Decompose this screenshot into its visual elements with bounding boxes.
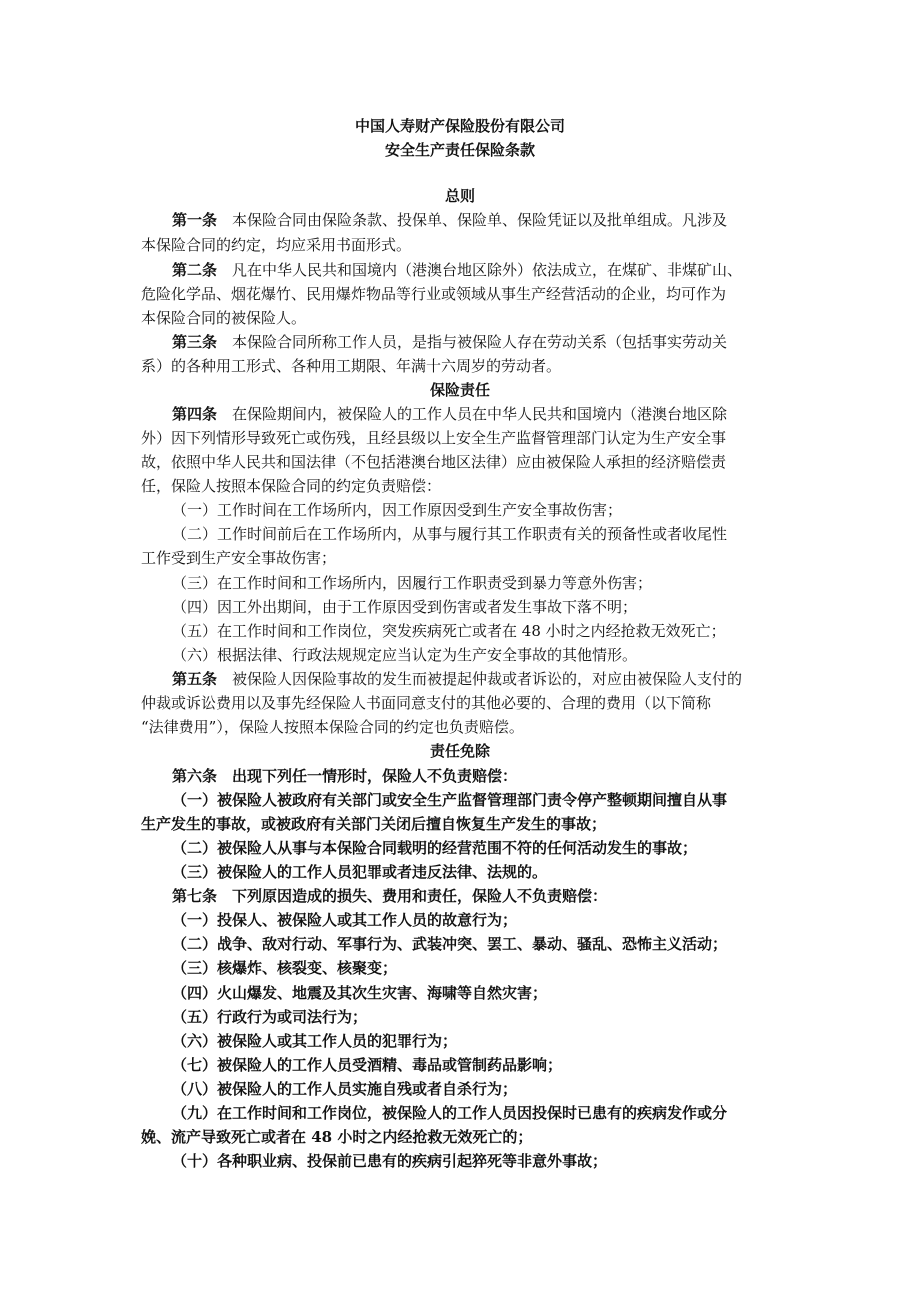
article-4-line-1: 第四条 在保险期间内，被保险人的工作人员在中华人民共和国境内（港澳台地区除 (172, 405, 728, 423)
article-7-item-9-line-2: 娩、流产导致死亡或者在 48 小时之内经抢救无效死亡的； (141, 1128, 533, 1146)
article-7-item-5: （五）行政行为或司法行为； (172, 1008, 368, 1026)
doc-title-clause: 安全生产责任保险条款 (384, 141, 535, 159)
article-4-item-5: （五）在工作时间和工作岗位，突发疾病死亡或者在 48 小时之内经抢救无效死亡； (172, 622, 726, 640)
section-heading-liability: 保险责任 (429, 381, 490, 399)
article-4-item-3: （三）在工作时间和工作场所内，因履行工作职责受到暴力等意外伤害； (172, 574, 653, 592)
article-6-item-2: （二）被保险人从事与本保险合同载明的经营范围不符的任何活动发生的事故； (172, 839, 698, 857)
article-4-item-1: （一）工作时间在工作场所内，因工作原因受到生产安全事故伤害； (172, 501, 623, 519)
article-3-line-2: 系）的各种用工形式、各种用工期限、年满十六周岁的劳动者。 (141, 357, 562, 375)
article-2-line-3: 本保险合同的被保险人。 (141, 309, 307, 327)
article-4-line-2: 外）因下列情形导致死亡或伤残，且经县级以上安全生产监督管理部门认定为生产安全事 (141, 429, 727, 447)
article-2-label: 第二条 (172, 261, 218, 279)
article-7-item-7: （七）被保险人的工作人员受酒精、毒品或管制药品影响； (172, 1056, 563, 1074)
doc-title-company: 中国人寿财产保险股份有限公司 (354, 117, 565, 135)
article-6-item-3: （三）被保险人的工作人员犯罪或者违反法律、法规的。 (172, 863, 548, 881)
article-5-line-1: 第五条 被保险人因保险事故的发生而被提起仲裁或者诉讼的，对应由被保险人支付的 (172, 670, 743, 688)
article-7-item-1: （一）投保人、被保险人或其工作人员的故意行为； (172, 911, 518, 929)
article-1-line-1: 第一条 本保险合同由保险条款、投保单、保险单、保险凭证以及批单组成。凡涉及 (172, 211, 728, 229)
article-1-label: 第一条 (172, 211, 218, 229)
article-7-line-1: 第七条 下列原因造成的损失、费用和责任，保险人不负责赔偿： (172, 887, 608, 905)
section-heading-exclusions: 责任免除 (429, 742, 490, 760)
article-5-label: 第五条 (172, 670, 218, 688)
article-4-line-3: 故，依照中华人民共和国法律（不包括港澳台地区法律）应由被保险人承担的经济赔偿责 (141, 453, 727, 471)
article-4-item-6: （六）根据法律、行政法规规定应当认定为生产安全事故的其他情形。 (172, 646, 638, 664)
article-6-item-1-line-1: （一）被保险人被政府有关部门或安全生产监督管理部门责令停产整顿期间擅自从事 (172, 791, 728, 809)
article-7-item-2: （二）战争、敌对行动、军事行为、武装冲突、罢工、暴动、骚乱、恐怖主义活动； (172, 935, 728, 953)
section-heading-general: 总则 (444, 187, 475, 205)
article-7-item-6: （六）被保险人或其工作人员的犯罪行为； (172, 1032, 458, 1050)
article-4-item-4: （四）因工外出期间，由于工作原因受到伤害或者发生事故下落不明； (172, 598, 638, 616)
article-4-item-2-line-1: （二）工作时间前后在工作场所内，从事与履行其工作职责有关的预备性或者收尾性 (172, 525, 728, 543)
article-3-line-1: 第三条 本保险合同所称工作人员，是指与被保险人存在劳动关系（包括事实劳动关 (172, 333, 728, 351)
article-2-line-2: 危险化学品、烟花爆竹、民用爆炸物品等行业或领域从事生产经营活动的企业，均可作为 (141, 285, 727, 303)
article-2-line-1: 第二条 凡在中华人民共和国境内（港澳台地区除外）依法成立，在煤矿、非煤矿山、 (172, 261, 743, 279)
article-7-item-10: （十）各种职业病、投保前已患有的疾病引起猝死等非意外事故； (172, 1152, 608, 1170)
article-3-label: 第三条 (172, 333, 218, 351)
article-4-label: 第四条 (172, 405, 218, 423)
article-1-line-2: 本保险合同的约定，均应采用书面形式。 (141, 236, 412, 254)
article-4-line-4: 任，保险人按照本保险合同的约定负责赔偿： (141, 477, 442, 495)
article-5-line-2: 仲裁或诉讼费用以及事先经保险人书面同意支付的其他必要的、合理的费用（以下简称 (141, 694, 712, 712)
article-4-item-2-line-2: 工作受到生产安全事故伤害； (141, 549, 337, 567)
article-7-item-8: （八）被保险人的工作人员实施自残或者自杀行为； (172, 1080, 518, 1098)
article-6-item-1-line-2: 生产发生的事故，或被政府有关部门关闭后擅自恢复生产发生的事故； (141, 815, 607, 833)
article-7-item-4: （四）火山爆发、地震及其次生灾害、海啸等自然灾害； (172, 984, 548, 1002)
article-6-line-1: 第六条 出现下列任一情形时，保险人不负责赔偿： (172, 767, 518, 785)
article-7-item-3: （三）核爆炸、核裂变、核聚变； (172, 959, 398, 977)
article-7-item-9-line-1: （九）在工作时间和工作岗位，被保险人的工作人员因投保时已患有的疾病发作或分 (172, 1104, 728, 1122)
article-5-line-3: “法律费用”），保险人按照本保险合同的约定也负责赔偿。 (141, 718, 524, 736)
